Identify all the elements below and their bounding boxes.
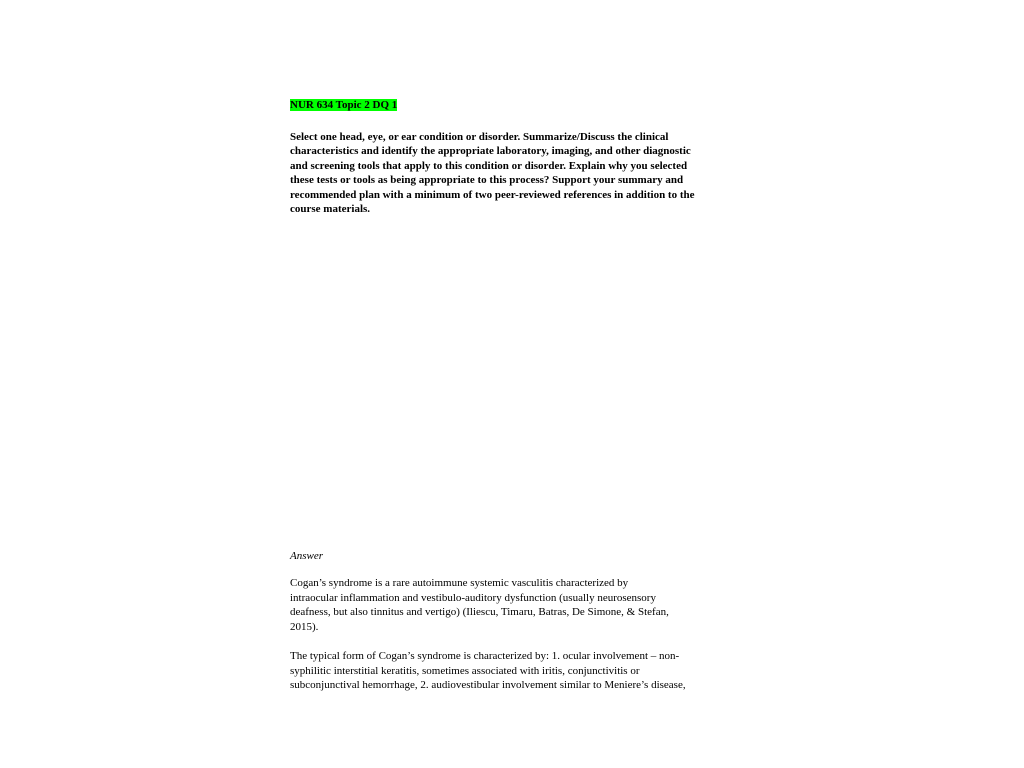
paragraph-line: deafness, but also tinnitus and vertigo) (Iliescu, Timaru, Batras, De Simone, & Stefan, [290,606,669,618]
paragraph-line: syphilitic interstitial keratitis, sometimes associated with iritis, conjunctivitis or [290,664,640,677]
paragraph-line: The typical form of Cogan’s syndrome is characterized by: 1. ocular involvement – non- [290,650,680,662]
prompt-line: course materials. [290,203,371,216]
paragraph-line: intraocular inflammation and vestibulo-auditory dysfunction (usually neurosensory [290,591,656,604]
paragraph-line: 2015). [290,620,319,633]
document-title [290,98,397,112]
paragraph-line: Cogan’s syndrome is a rare autoimmune systemic vasculitis characterized by [290,577,629,589]
answer-paragraph-2 [290,649,730,693]
answer-label: Answer [290,550,323,562]
prompt-line: Select one head, eye, or ear condition or disorder. Summarize/Discuss the clinical [290,131,669,143]
prompt-line: these tests or tools as being appropriate to this process? Support your summary and [290,174,684,187]
prompt-line: recommended plan with a minimum of two peer-reviewed references in addition to the [290,188,695,201]
paragraph-line: subconjunctival hemorrhage, 2. audiovestibular involvement similar to Meniere’s disease, [290,679,686,691]
discussion-prompt [290,130,730,216]
title-highlight: NUR 634 Topic 2 DQ 1 [290,99,398,111]
prompt-line: characteristics and identify the appropriate laboratory, imaging, and other diagnostic [290,145,691,158]
prompt-line: and screening tools that apply to this condition or disorder. Explain why you selected [290,159,688,172]
answer-paragraph-1 [290,576,730,634]
